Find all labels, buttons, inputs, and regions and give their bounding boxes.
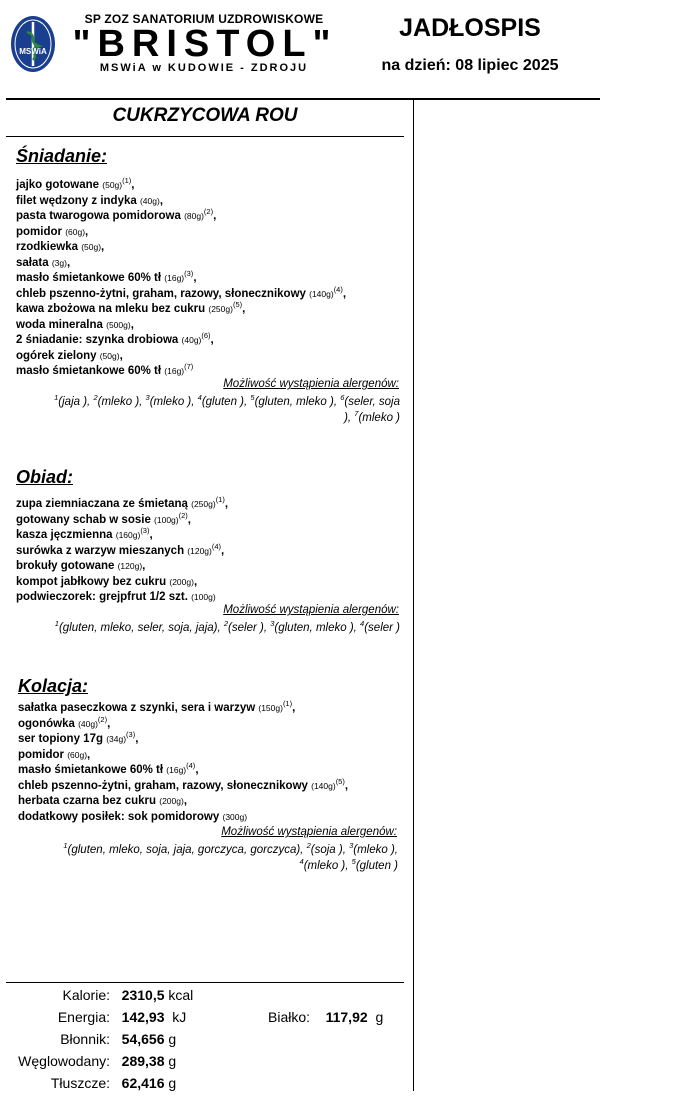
dinner-items bbox=[18, 701, 348, 825]
allergen-text: (jaja ), bbox=[58, 396, 94, 408]
menu-item-quantity: (250g) bbox=[208, 304, 233, 314]
kcal-value: 2310,5 bbox=[121, 987, 165, 1003]
allergen-text: (gluten, mleko ), bbox=[254, 396, 341, 408]
menu-item-separator: , bbox=[213, 210, 217, 222]
menu-item-name: pasta twarogowa pomidorowa bbox=[16, 210, 185, 222]
menu-item bbox=[16, 284, 347, 303]
menu-item-name: chleb pszenno-żytni, graham, razowy, słonecznikowy bbox=[18, 779, 312, 792]
menu-item-separator: , bbox=[221, 544, 225, 557]
protein-unit: g bbox=[375, 1009, 384, 1025]
kcal-unit: kcal bbox=[168, 987, 194, 1003]
menu-item bbox=[16, 209, 346, 225]
menu-item-name: pomidor bbox=[16, 225, 66, 238]
menu-item-name: kawa zbożowa na mleku bez cukru bbox=[16, 303, 209, 315]
menu-item-quantity: (160g) bbox=[115, 530, 141, 540]
allergen-text: (gluten ) bbox=[355, 860, 398, 872]
menu-item-quantity: (300g) bbox=[222, 811, 248, 822]
menu-item-name: ser topiony 17g bbox=[18, 733, 107, 745]
dinner-allergens bbox=[16, 842, 398, 874]
menu-item bbox=[16, 240, 346, 256]
menu-item bbox=[16, 541, 228, 560]
menu-item bbox=[18, 776, 349, 795]
breakfast-title: Śniadanie: bbox=[16, 146, 108, 166]
menu-item-quantity: (34g) bbox=[106, 734, 127, 744]
menu-item-name: dodatkowy posiłek: sok pomidorowy bbox=[18, 810, 223, 823]
protein-value: 117,92 bbox=[325, 1009, 368, 1025]
allergen-ref: (1) bbox=[122, 176, 132, 186]
allergen-text: (seler, soja bbox=[344, 396, 400, 408]
organization-line-2: MSWiA w KUDOWIE - ZDROJU bbox=[99, 62, 309, 74]
menu-item-quantity: (50g) bbox=[81, 242, 102, 252]
allergen-text: (seler ) bbox=[364, 622, 400, 634]
menu-item-quantity: (40g) bbox=[139, 195, 160, 206]
menu-item-quantity: (16g) bbox=[164, 273, 185, 283]
menu-item bbox=[18, 763, 348, 779]
menu-item bbox=[16, 194, 346, 210]
allergen-line bbox=[16, 842, 398, 858]
breakfast-allergens bbox=[16, 394, 400, 426]
breakfast-allergen-heading: Możliwość wystąpienia alergenów: bbox=[223, 378, 399, 390]
logo-text: MSWiA bbox=[19, 47, 47, 56]
menu-item bbox=[16, 302, 346, 318]
menu-item-name: brokuły gotowane bbox=[16, 560, 118, 572]
menu-item-separator: , bbox=[193, 272, 197, 284]
menu-item-quantity: (120g) bbox=[187, 545, 212, 556]
menu-item-quantity: (120g) bbox=[117, 561, 143, 571]
allergen-text: (seler ), bbox=[228, 622, 271, 634]
energy-value: 142,93 bbox=[121, 1009, 165, 1025]
allergen-number: 2 bbox=[93, 393, 98, 403]
menu-item-quantity: (250g) bbox=[191, 499, 216, 509]
breakfast-items bbox=[16, 178, 346, 380]
document-date: na dzień: 08 lipiec 2025 bbox=[381, 57, 559, 74]
allergen-text: ), bbox=[344, 412, 355, 424]
allergen-ref: (2) bbox=[203, 207, 214, 217]
fiber-unit: g bbox=[168, 1031, 177, 1047]
nutrition-row-fat bbox=[6, 1072, 193, 1094]
menu-item bbox=[16, 225, 346, 241]
allergen-ref: (3) bbox=[140, 526, 150, 536]
menu-item-quantity: (50g) bbox=[102, 180, 123, 190]
menu-item-name: chleb pszenno-żytni, graham, razowy, słonecznikowy bbox=[16, 287, 310, 300]
allergen-number: 2 bbox=[223, 619, 229, 629]
menu-item-name: gotowany schab w sosie bbox=[16, 513, 155, 526]
allergen-ref: (4) bbox=[211, 541, 222, 551]
lunch-title: Obiad: bbox=[16, 467, 73, 487]
fiber-value: 54,656 bbox=[121, 1031, 165, 1047]
allergen-ref: (1) bbox=[282, 699, 293, 709]
menu-item-separator: , bbox=[142, 560, 146, 572]
menu-item-name: ogórek zielony bbox=[16, 349, 100, 362]
nutrition-summary bbox=[6, 984, 193, 1094]
menu-item-separator: , bbox=[183, 795, 188, 807]
menu-item-name: rzodkiewka bbox=[16, 241, 82, 253]
menu-item-name: zupa ziemniaczana ze śmietaną bbox=[16, 498, 192, 510]
organization-name: "BRISTOL" bbox=[72, 23, 338, 65]
allergen-number: 7 bbox=[354, 409, 359, 419]
fat-label: Tłuszcze: bbox=[50, 1075, 110, 1091]
menu-item-separator: , bbox=[135, 733, 139, 745]
sanatorium-logo bbox=[10, 14, 56, 74]
allergen-ref: (2) bbox=[97, 714, 108, 724]
menu-item-quantity: (200g) bbox=[159, 796, 184, 806]
nutrition-row-fiber bbox=[6, 1028, 193, 1050]
menu-item-separator: , bbox=[224, 498, 229, 510]
allergen-text: (mleko ) bbox=[358, 412, 400, 424]
nutrition-row-carbs bbox=[6, 1050, 193, 1072]
allergen-text: (gluten, mleko ), bbox=[274, 622, 361, 634]
menu-item-separator: , bbox=[193, 575, 198, 588]
allergen-ref: (1) bbox=[215, 495, 225, 505]
allergen-line bbox=[16, 410, 400, 426]
carbs-unit: g bbox=[168, 1053, 177, 1069]
menu-item-separator: , bbox=[131, 179, 135, 191]
carbs-label: Węglowodany: bbox=[18, 1053, 110, 1069]
allergen-number: 4 bbox=[197, 393, 202, 403]
menu-item bbox=[16, 575, 228, 591]
menu-item-name: ogonówka bbox=[18, 717, 79, 730]
menu-item-quantity: (40g) bbox=[181, 335, 202, 345]
nutrition-row-kcal bbox=[6, 984, 193, 1006]
menu-item-name: surówka z warzyw mieszanych bbox=[16, 544, 188, 557]
allergen-ref: (4) bbox=[333, 284, 343, 294]
menu-item-separator: , bbox=[107, 717, 111, 730]
organization-line-1: SP ZOZ SANATORIUM UZDROWISKOWE bbox=[84, 12, 324, 26]
header-divider bbox=[6, 98, 600, 100]
menu-item-quantity: (16g) bbox=[164, 366, 185, 376]
nutrition-row-protein bbox=[268, 1006, 383, 1028]
menu-item bbox=[16, 559, 228, 575]
allergen-line bbox=[16, 858, 398, 874]
menu-item bbox=[16, 271, 346, 287]
allergen-ref: (3) bbox=[184, 269, 194, 279]
allergen-text: (mleko ), bbox=[149, 396, 198, 408]
allergen-ref: (5) bbox=[232, 300, 243, 310]
menu-item-separator: , bbox=[210, 334, 214, 346]
menu-item-quantity: (60g) bbox=[67, 749, 88, 760]
menu-item-quantity: (140g) bbox=[309, 288, 334, 299]
menu-item-name: 2 śniadanie: szynka drobiowa bbox=[16, 334, 182, 346]
allergen-text: (mleko ), bbox=[97, 396, 146, 408]
dinner-title: Kolacja: bbox=[18, 676, 89, 696]
menu-item-separator: , bbox=[342, 287, 347, 300]
menu-item bbox=[16, 318, 346, 334]
allergen-text: (mleko ), bbox=[303, 860, 352, 872]
menu-item-separator: , bbox=[242, 303, 246, 315]
menu-item-name: herbata czarna bez cukru bbox=[18, 795, 160, 807]
menu-item-name: jajko gotowane bbox=[16, 179, 103, 191]
allergen-line bbox=[16, 620, 400, 636]
allergen-number: 5 bbox=[351, 857, 356, 867]
menu-item-quantity: (140g) bbox=[311, 780, 336, 791]
menu-item bbox=[18, 732, 348, 748]
allergen-number: 1 bbox=[54, 393, 59, 403]
menu-item-separator: , bbox=[344, 779, 349, 792]
allergen-number: 1 bbox=[63, 841, 68, 851]
allergen-text: (gluten, mleko, soja, jaja, gorczyca, gorczyca), bbox=[67, 844, 307, 856]
allergen-ref: (3) bbox=[126, 730, 136, 740]
menu-item bbox=[18, 810, 348, 826]
menu-item bbox=[18, 701, 348, 717]
allergen-text: (soja ), bbox=[310, 844, 350, 856]
fat-unit: g bbox=[168, 1075, 177, 1091]
menu-item-quantity: (80g) bbox=[184, 211, 204, 221]
allergen-number: 4 bbox=[299, 857, 304, 867]
dinner-allergen-heading: Możliwość wystąpienia alergenów: bbox=[221, 826, 397, 838]
menu-item-name: podwieczorek: grejpfrut 1/2 szt. bbox=[16, 591, 192, 603]
menu-item-separator: , bbox=[159, 194, 164, 207]
diet-divider bbox=[6, 136, 404, 137]
menu-item-quantity: (16g) bbox=[166, 765, 187, 775]
menu-item-quantity: (500g) bbox=[106, 319, 131, 330]
menu-item-name: pomidor bbox=[18, 748, 68, 761]
allergen-number: 3 bbox=[145, 393, 150, 403]
document-title: JADŁOSPIS bbox=[399, 14, 541, 42]
protein-label: Białko: bbox=[268, 1009, 311, 1025]
allergen-line bbox=[16, 394, 400, 410]
allergen-number: 2 bbox=[306, 841, 311, 851]
menu-item-name: filet wędzony z indyka bbox=[16, 194, 140, 207]
energy-label: Energia: bbox=[57, 1009, 110, 1025]
energy-unit: kJ bbox=[172, 1009, 187, 1025]
menu-item-name: masło śmietankowe 60% tł bbox=[18, 764, 167, 776]
menu-item bbox=[16, 510, 228, 529]
menu-item-name: kasza jęczmienna bbox=[16, 529, 116, 541]
menu-item bbox=[16, 497, 228, 513]
allergen-number: 3 bbox=[270, 619, 275, 629]
allergen-ref: (4) bbox=[186, 761, 196, 771]
lunch-items bbox=[16, 497, 228, 606]
menu-item-quantity: (3g) bbox=[51, 257, 67, 268]
menu-item bbox=[18, 794, 348, 810]
allergen-ref: (6) bbox=[201, 331, 211, 341]
allergen-ref: (7) bbox=[184, 362, 194, 372]
menu-item-name: kompot jabłkowy bez cukru bbox=[16, 575, 170, 588]
menu-item-name: sałata bbox=[16, 256, 52, 269]
menu-item bbox=[18, 714, 348, 733]
menu-item-quantity: (100g) bbox=[154, 514, 179, 525]
menu-item-quantity: (60g) bbox=[65, 226, 86, 237]
menu-item bbox=[16, 528, 228, 544]
allergen-text: (gluten ), bbox=[201, 396, 251, 408]
allergen-number: 3 bbox=[349, 841, 354, 851]
lunch-allergens bbox=[16, 620, 400, 636]
fiber-label: Błonnik: bbox=[60, 1031, 110, 1047]
menu-item-quantity: (100g) bbox=[191, 592, 216, 602]
fat-value: 62,416 bbox=[121, 1075, 165, 1091]
menu-item-separator: , bbox=[292, 702, 296, 714]
menu-item-quantity: (40g) bbox=[78, 718, 98, 729]
lunch-allergen-heading: Możliwość wystąpienia alergenów: bbox=[223, 604, 399, 616]
menu-item-separator: , bbox=[87, 748, 91, 761]
menu-item-name: masło śmietankowe 60% tł bbox=[16, 272, 165, 284]
menu-item-separator: , bbox=[85, 225, 89, 238]
allergen-ref: (5) bbox=[335, 776, 345, 786]
menu-item-separator: , bbox=[149, 529, 153, 541]
menu-item-quantity: (200g) bbox=[169, 576, 194, 587]
menu-item-separator: , bbox=[130, 318, 134, 331]
diet-name: CUKRZYCOWA ROU bbox=[112, 105, 298, 126]
allergen-number: 1 bbox=[54, 619, 59, 629]
nutrition-divider bbox=[6, 982, 404, 983]
allergen-text: (mleko ), bbox=[353, 844, 398, 856]
allergen-text: (gluten, mleko, seler, soja, jaja), bbox=[58, 622, 224, 634]
allergen-number: 4 bbox=[360, 619, 365, 629]
menu-item-separator: , bbox=[66, 256, 71, 269]
menu-item-separator: , bbox=[119, 349, 123, 362]
menu-item-name: masło śmietankowe 60% tł bbox=[16, 365, 165, 377]
menu-item-separator: , bbox=[101, 241, 105, 253]
carbs-value: 289,38 bbox=[121, 1053, 165, 1069]
menu-item-name: sałatka paseczkowa z szynki, sera i warzyw bbox=[18, 702, 259, 714]
menu-item-separator: , bbox=[187, 513, 191, 526]
allergen-number: 6 bbox=[340, 393, 345, 403]
allergen-number: 5 bbox=[250, 393, 255, 403]
menu-item bbox=[16, 333, 346, 349]
menu-item bbox=[16, 178, 346, 194]
allergen-ref: (2) bbox=[178, 510, 188, 520]
menu-item bbox=[16, 256, 346, 272]
nutrition-row-energy bbox=[6, 1006, 193, 1028]
menu-item bbox=[18, 748, 348, 764]
menu-item-quantity: (150g) bbox=[258, 703, 283, 713]
menu-item bbox=[16, 349, 346, 365]
kcal-label: Kalorie: bbox=[62, 987, 110, 1003]
menu-item-quantity: (50g) bbox=[99, 350, 120, 361]
menu-item-separator: , bbox=[195, 764, 199, 776]
menu-item-name: woda mineralna bbox=[16, 318, 107, 331]
column-divider bbox=[413, 99, 414, 1091]
